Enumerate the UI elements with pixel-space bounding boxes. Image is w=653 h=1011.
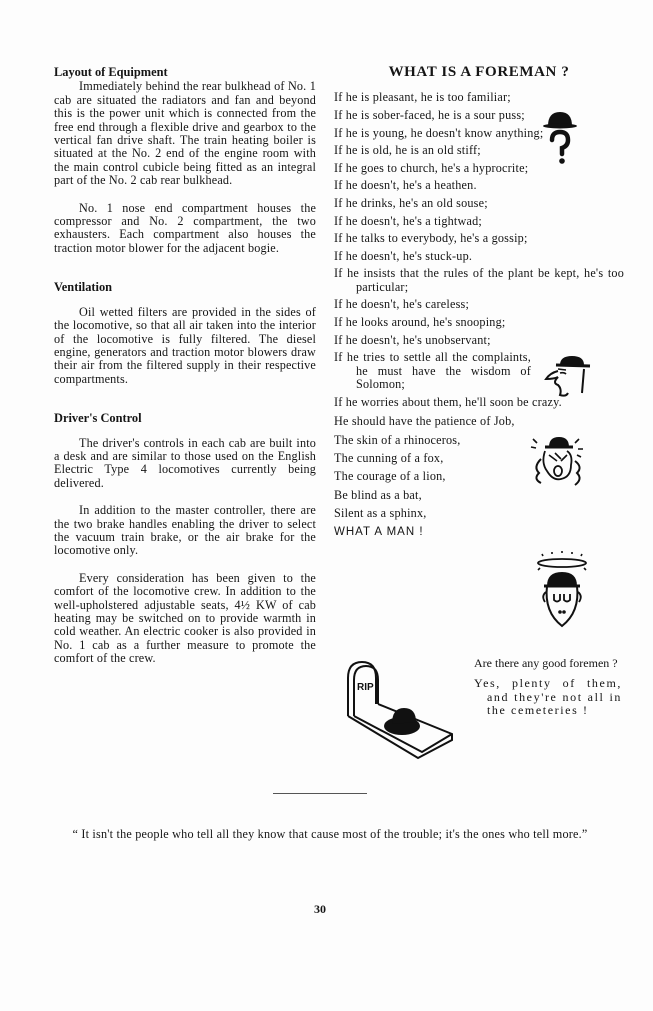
should-line: The courage of a lion, — [334, 469, 446, 484]
frantic-man-icon — [527, 433, 589, 495]
poem-line: If he goes to church, he's a hyprocrite; — [334, 160, 529, 175]
poem-line: If he doesn't, he's a tightwad; — [334, 213, 483, 228]
should-line: Silent as a sphinx, — [334, 506, 427, 521]
poem-line: If he insists that the rules of the plant be kept, he's too particular; — [334, 266, 624, 294]
paragraph: Immediately behind the rear bulkhead of No. 1 cab are situated the radiators and fan and beyond this is the power unit which is connected from the free end through a flexible drive and gearbox to the vertical fan drive shaft. The train heating boiler is situated at the No. 2 end of the engine room with the main control cubicle being fitted as an integral part of the No. 2 cab rear bulkhead. — [54, 79, 316, 188]
tombstone-icon — [344, 660, 460, 760]
poem-line: If he looks around, he's snooping; — [334, 314, 506, 329]
should-line: The cunning of a fox, — [334, 450, 444, 465]
poem-line: If he doesn't, he's a heathen. — [334, 178, 477, 193]
question-text: Are there any good foremen ? — [474, 656, 618, 670]
section-title-drivers-control: Driver's Control — [54, 411, 142, 426]
poem-line: If he worries about them, he'll soon be crazy. — [334, 394, 562, 409]
poem-title: WHAT IS A FOREMAN ? — [388, 64, 570, 80]
answer-text: Yes, plenty of them, and they're not all in the cemeteries ! — [474, 676, 622, 718]
poem-line: If he drinks, he's an old souse; — [334, 195, 488, 210]
paragraph: In addition to the master controller, there are the two brake handles enabling the driver to select the vacuum train brake, or the air brake for the locomotive only. — [54, 503, 316, 558]
paragraph: Oil wetted filters are provided in the sides of the locomotive, so that all air taken into the interior of the locomotive is fully filtered. The diesel engine, generators and traction motor blowers draw their air from the filtered supply in their respective compartments. — [54, 304, 316, 386]
what-a-man-line: WHAT A MAN ! — [334, 525, 424, 538]
poem-line: If he doesn't, he's unobservant; — [334, 332, 491, 347]
paragraph: No. 1 nose end compartment houses the compressor and No. 2 compartment, the two exhausters. Each compartment also houses the traction motor blower for the adjacent bogie. — [54, 200, 316, 255]
poem-line: If he is pleasant, he is too familiar; — [334, 90, 511, 105]
poem-line: If he doesn't, he's careless; — [334, 297, 470, 312]
halo-man-icon — [532, 550, 592, 632]
section-title-layout: Layout of Equipment — [54, 65, 168, 79]
paragraph: The driver's controls in each cab are built into a desk and are similar to those used on the English Electric Type 4 locomotives currently being delivered. — [54, 435, 316, 490]
poem-line: If he tries to settle all the complaints, he must have the wisdom of Solomon; — [334, 350, 531, 391]
should-line: He should have the patience of Job, — [334, 414, 515, 429]
should-line: Be blind as a bat, — [334, 487, 422, 502]
poem-line: If he doesn't, he's stuck-up. — [334, 248, 473, 263]
section-divider — [273, 793, 367, 794]
foremen-answer-block — [474, 657, 622, 725]
page-number: 30 — [314, 902, 326, 916]
poem-line: If he talks to everybody, he's a gossip; — [334, 231, 528, 246]
footer-quote: “ It isn't the people who tell all they know that cause most of the trouble; it's the ones who tell more.” — [72, 827, 588, 841]
section-title-ventilation: Ventilation — [54, 280, 113, 295]
poem-line: If he is young, he doesn't know anything; — [334, 125, 544, 140]
poem-line: If he is sober-faced, he is a sour puss; — [334, 108, 525, 122]
left-column — [54, 66, 316, 666]
poem-line: If he is old, he is an old stiff; — [334, 143, 481, 158]
should-line: The skin of a rhinoceros, — [334, 432, 461, 447]
tombstone-text: RIP — [357, 682, 374, 693]
paragraph: Every consideration has been given to the comfort of the locomotive crew. In addition to the well-upholstered adjustable seats, 4½ KW of cab heating may be switched on to provide warmth in cold weather. An electric cooker is also provided in No. 1 cab as a further measure to promote the comfort of the crew. — [54, 570, 316, 666]
snooping-man-icon — [540, 355, 596, 403]
bowler-hat-question-icon — [538, 110, 582, 166]
